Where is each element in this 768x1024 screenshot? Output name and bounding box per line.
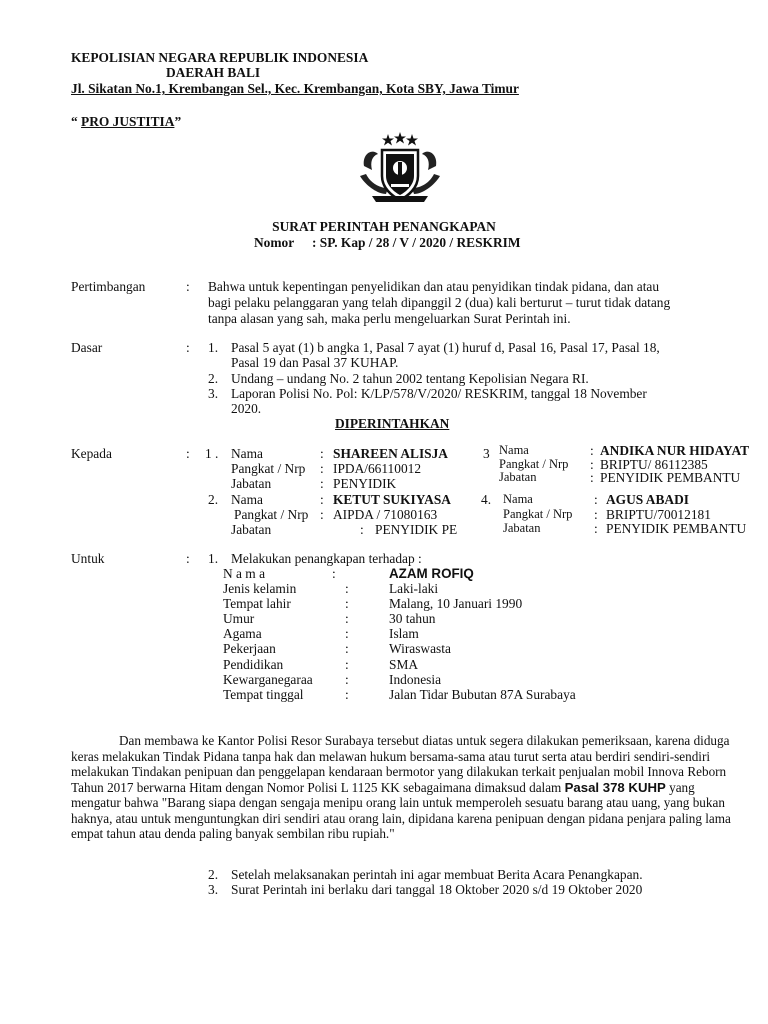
officer-1-nama: SHAREEN ALISJA [333,446,448,461]
pasal-reference: Pasal 378 KUHP [564,779,666,795]
pertimbangan-label: Pertimbangan [71,279,146,294]
suspect-value: Malang, 10 Januari 1990 [389,596,523,611]
kepada-label: Kepada [71,446,112,461]
dasar-num: 2. [208,371,219,386]
suspect-value: Jalan Tidar Bubutan 87A Surabaya [389,687,576,702]
kepada-colon: : [186,446,190,461]
sep: : [332,566,336,581]
sep: : [320,476,324,491]
dasar-line: Pasal 5 ayat (1) b angka 1, Pasal 7 ayat (1) huruf d, Pasal 16, Pasal 17, Pasal 18, [231,340,660,355]
suspect-label: Kewarganegaraa [223,672,313,687]
suspect-label: Pekerjaan [223,641,276,656]
sep: : [345,626,349,641]
officer-4-pangkat-label: Pangkat / Nrp [503,507,573,521]
dasar-line: 2020. [231,401,262,416]
officer-2-nama-label: Nama [231,492,263,507]
dasar-colon: : [186,340,190,355]
dasar-line: Pasal 19 dan Pasal 37 KUHAP. [231,355,399,370]
suspect-label: Tempat lahir [223,596,291,611]
suspect-label: Umur [223,611,255,626]
suspect-value: Wiraswasta [389,641,451,656]
officer-4-pangkat: BRIPTU/70012181 [606,507,711,522]
officer-2-jabatan: PENYIDIK PE [375,522,458,537]
suspect-value: SMA [389,657,419,672]
untuk-intro: Melakukan penangkapan terhadap : [231,551,422,566]
officer-3-pangkat: BRIPTU/ 86112385 [600,457,708,472]
officer-3-nama-label: Nama [499,443,529,457]
closing-item: Surat Perintah ini berlaku dari tanggal 18 Oktober 2020 s/d 19 Oktober 2020 [231,882,643,897]
sep: : [594,521,598,536]
police-emblem-icon [358,132,442,204]
officer-4-nama: AGUS ABADI [606,492,689,507]
sep: : [360,522,364,537]
officer-1-nama-label: Nama [231,446,263,461]
officer-2-nama: KETUT SUKIYASA [333,492,451,507]
officer-3-jabatan-label: Jabatan [499,470,537,484]
pertimbangan-line: tanpa alasan yang sah, maka perlu mengeluarkan Surat Perintah ini. [208,311,571,326]
officer-3-pangkat-label: Pangkat / Nrp [499,457,569,471]
untuk-label: Untuk [71,551,105,566]
officer-4-jabatan-label: Jabatan [503,521,541,535]
officer-2-jabatan-label: Jabatan [231,522,272,537]
sep: : [320,461,324,476]
dasar-num: 1. [208,340,219,355]
sep: : [345,672,349,687]
officer-1-pangkat-label: Pangkat / Nrp [231,461,306,476]
suspect-value: 30 tahun [389,611,436,626]
pro-justitia-label: PRO JUSTITIA [81,114,175,129]
sep: : [345,596,349,611]
pro-justitia [71,114,181,129]
suspect-label: Agama [223,626,262,641]
sep: : [345,611,349,626]
agency-name: KEPOLISIAN NEGARA REPUBLIK INDONESIA [71,50,369,65]
dasar-num: 3. [208,386,219,401]
sep: : [590,443,594,458]
officer-4-num: 4. [481,492,492,507]
sep: : [594,507,598,522]
body-paragraph [71,733,739,842]
officer-2-pangkat: AIPDA / 71080163 [333,507,438,522]
suspect-name: AZAM ROFIQ [389,566,474,581]
sep: : [320,492,324,507]
suspect-label: Pendidikan [223,657,284,672]
diperintahkan-heading: DIPERINTAHKAN [335,416,450,431]
suspect-value: Indonesia [389,672,442,687]
officer-3-nama: ANDIKA NUR HIDAYAT [600,443,750,458]
officer-3-num: 3 [483,446,490,461]
agency-region: DAERAH BALI [166,65,261,80]
sep: : [590,457,594,472]
suspect-label: Tempat tinggal [223,687,304,702]
closing-num: 2. [208,867,219,882]
officer-4-nama-label: Nama [503,492,533,506]
officer-1-pangkat: IPDA/66110012 [333,461,422,476]
sep: : [320,446,324,461]
nomor-value: : SP. Kap / 28 / V / 2020 / RESKRIM [312,235,521,250]
document-title: SURAT PERINTAH PENANGKAPAN [272,219,496,234]
officer-4-jabatan: PENYIDIK PEMBANTU [606,521,747,536]
sep: : [345,581,349,596]
nomor-label: Nomor [254,235,295,250]
officer-1-num: 1 . [205,446,219,461]
body-text-2: yang mengatur bahwa "Barang siapa dengan sengaja menipu orang lain untuk memperoleh sesuatu barang atau uang, yang bukan haknya, atau untuk menguntungkan diri sendiri atau orang lain, dipidana karena penipuan dengan pidana penjara paling lama empat tahun atau denda paling banyak sembilan ribu rupiah." [71,779,731,841]
body-text-1: Dan membawa ke Kantor Polisi Resor Surabaya tersebut diatas untuk segera dilakukan pemeriksaan, karena diduga keras melakukan Tindak Pidana tanpa hak dan melawan hukum bersama-sama atau turut serta atau berdiri sendiri-sendiri melakukan Tindakan penipuan dan penggelapan kendaraan bermotor yang dilakukan terkait penjualan mobil Innova Reborn Tahun 2017 berwarna Hitam dengan Nomor Polisi L 1125 KK sebagaimana dimaksud dalam [71,733,730,795]
suspect-label: Jenis kelamin [223,581,297,596]
sep: : [590,470,594,485]
officer-1-jabatan: PENYIDIK [333,476,397,491]
officer-3-jabatan: PENYIDIK PEMBANTU [600,470,741,485]
quote-close: ” [174,114,182,129]
agency-address: Jl. Sikatan No.1, Krembangan Sel., Kec. Krembangan, Kota SBY, Jawa Timur [71,81,519,96]
suspect-value: Islam [389,626,419,641]
officer-2-pangkat-label: Pangkat / Nrp [234,507,309,522]
untuk-colon: : [186,551,190,566]
sep: : [320,507,324,522]
quote-open: “ [71,114,82,129]
officer-2-num: 2. [208,492,219,507]
suspect-label: N a m a [223,566,266,581]
pertimbangan-line: Bahwa untuk kepentingan penyelidikan dan atau penyidikan tindak pidana, dan atau [208,279,660,294]
pertimbangan-line: bagi pelaku pelanggaran yang telah dipanggil 2 (dua) kali berturut – turut tidak datang [208,295,671,310]
dasar-label: Dasar [71,340,103,355]
dasar-line: Undang – undang No. 2 tahun 2002 tentang Kepolisian Negara RI. [231,371,589,386]
pertimbangan-colon: : [186,279,190,294]
sep: : [594,492,598,507]
untuk-num: 1. [208,551,219,566]
sep: : [345,657,349,672]
sep: : [345,641,349,656]
sep: : [345,687,349,702]
closing-item: Setelah melaksanakan perintah ini agar membuat Berita Acara Penangkapan. [231,867,643,882]
closing-num: 3. [208,882,219,897]
officer-1-jabatan-label: Jabatan [231,476,272,491]
suspect-value: Laki-laki [389,581,439,596]
dasar-line: Laporan Polisi No. Pol: K/LP/578/V/2020/ RESKRIM, tanggal 18 November [231,386,647,401]
